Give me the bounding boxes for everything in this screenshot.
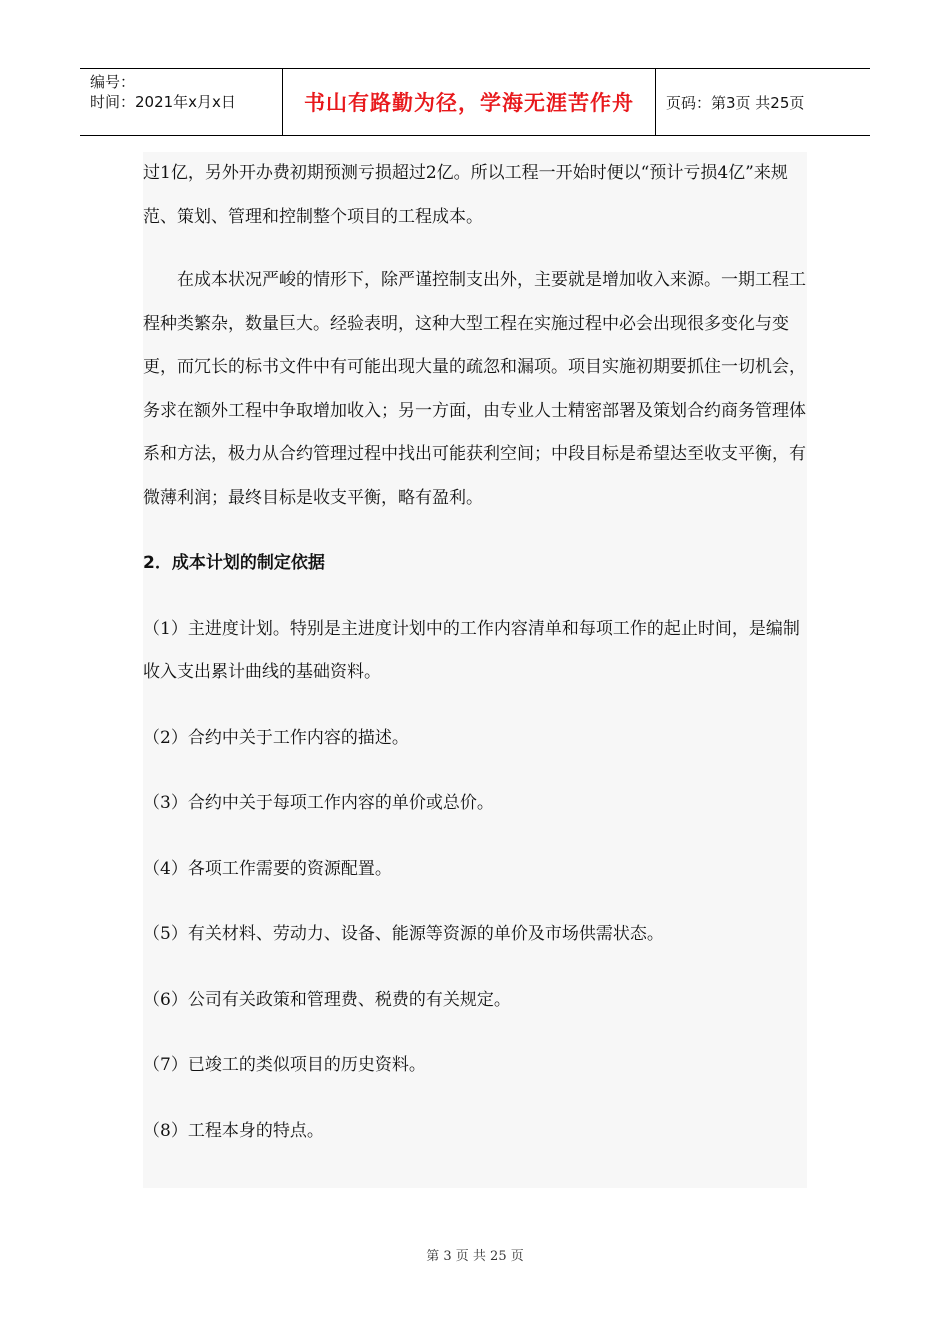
- list-item: （2）合约中关于工作内容的描述。: [143, 727, 409, 748]
- header-meta: [80, 69, 282, 135]
- page-footer: 第 3 页 共 25 页: [426, 1249, 524, 1264]
- list-item: （6）公司有关政策和管理费、税费的有关规定。: [143, 989, 511, 1010]
- document-body: [143, 152, 813, 1153]
- date-label: 时间：2021年x月x日: [90, 93, 236, 111]
- paragraph-cost-situation: 在成本状况严峻的情形下，除严谨控制支出外，主要就是增加收入来源。一期工程工程种类繁杂，数量巨大。经验表明，这种大型工程在实施过程中必会出现很多变化与变更，而冗长的标书文件中有可能出现大量的疏忽和漏项。项目实施初期要抓住一切机会，务求在额外工程中争取增加收入；另一方面，由专业人士精密部署及策划合约商务管理体系和方法，极力从合约管理过程中找出可能获利空间；中段目标是希望达至收支平衡，有微薄利润；最终目标是收支平衡，略有盈利。: [143, 270, 806, 508]
- section-heading: 2．成本计划的制定依据: [143, 553, 325, 573]
- list-item: （3）合约中关于每项工作内容的单价或总价。: [143, 793, 494, 813]
- list-item: （5）有关材料、劳动力、设备、能源等资源的单价及市场供需状态。: [143, 924, 664, 944]
- list-item: （8）工程本身的特点。: [143, 1120, 324, 1141]
- header-page-info: 页码：第3页 共25页: [666, 93, 805, 112]
- list-item: （1）主进度计划。特别是主进度计划中的工作内容清单和每项工作的起止时间，是编制收入支出累计曲线的基础资料。: [143, 618, 800, 682]
- header-motto: 书山有路勤为径，学海无涯苦作舟: [282, 69, 656, 135]
- document-header: [80, 68, 870, 136]
- paragraph-continued: 过1亿，另外开办费初期预测亏损超过2亿。所以工程一开始时便以“预计亏损4亿”来规范、策划、管理和控制整个项目的工程成本。: [143, 163, 788, 227]
- list-item: （7）已竣工的类似项目的历史资料。: [143, 1055, 426, 1075]
- list-item: （4）各项工作需要的资源配置。: [143, 858, 392, 879]
- number-label: 编号：: [90, 73, 136, 91]
